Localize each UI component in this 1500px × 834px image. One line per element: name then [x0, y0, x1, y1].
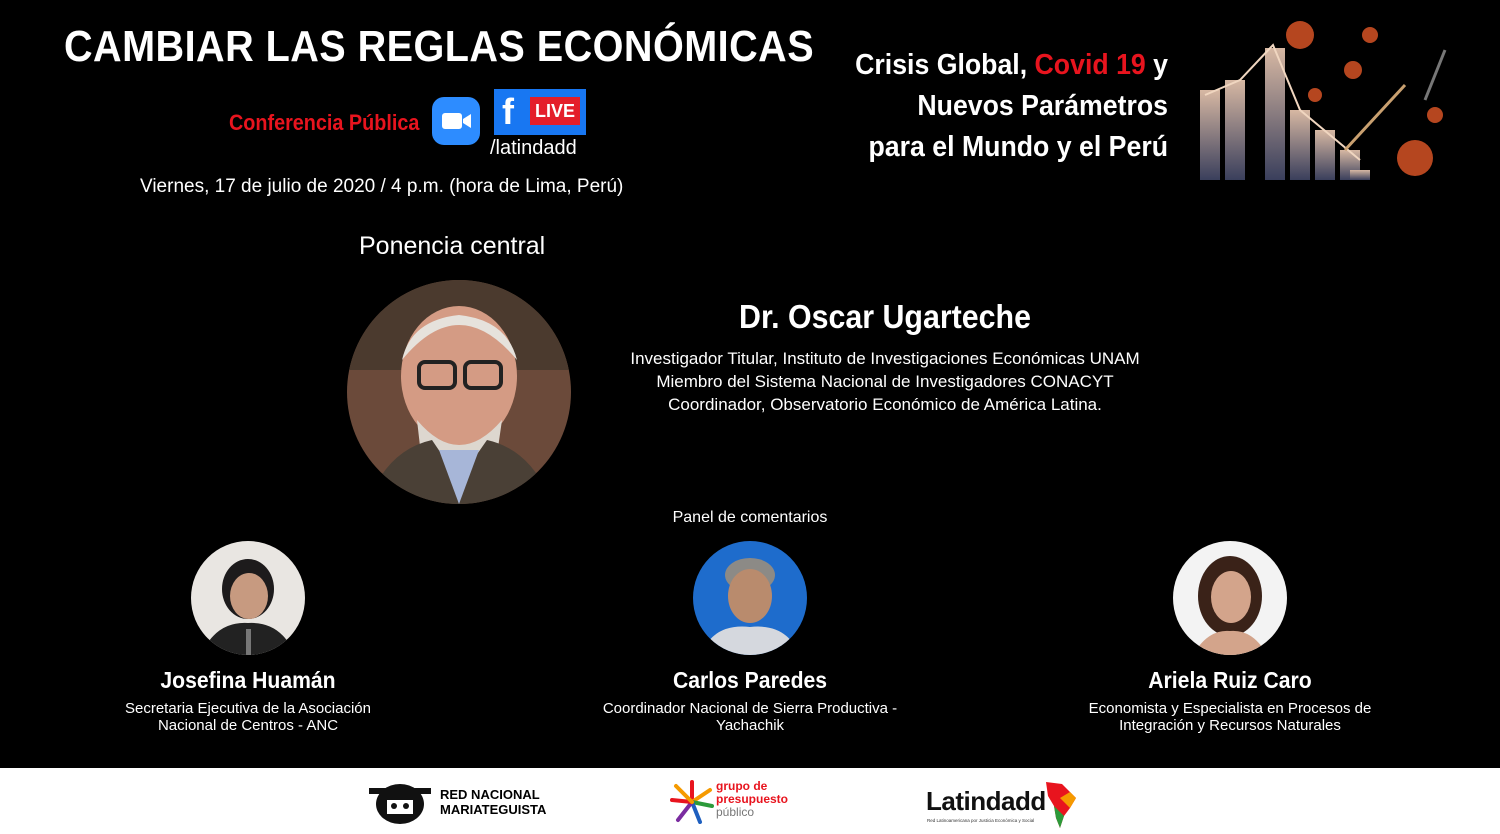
red-mariateguista-logo — [440, 787, 546, 817]
zoom-icon — [432, 97, 480, 145]
role-line: Yachachik — [715, 717, 785, 734]
subtitle-line-2: Nuevos Parámetros — [917, 90, 1168, 122]
keynote-label: Ponencia central — [359, 232, 546, 260]
conference-label: Conferencia Pública — [229, 110, 420, 135]
social-handle: /latindadd — [490, 137, 577, 159]
live-label: LIVE — [530, 97, 580, 125]
role-line: Coordinador Nacional de Sierra Productiva - — [602, 700, 898, 717]
grupo-presupuesto-logo — [670, 774, 798, 830]
latindadd-logo: Latindadd — [926, 786, 1046, 816]
role-line: Miembro del Sistema Nacional de Investigadores CONACYT — [656, 372, 1114, 391]
role-line: Coordinador, Observatorio Económico de América Latina. — [668, 395, 1102, 414]
logo-line: presupuesto — [716, 792, 789, 806]
subtitle-highlight: Covid 19 — [1034, 49, 1146, 81]
role-line: Economista y Especialista en Procesos de — [1088, 700, 1372, 717]
event-title: CAMBIAR LAS REGLAS ECONÓMICAS — [64, 22, 815, 71]
panelist-role — [68, 700, 428, 734]
footer-logos — [0, 768, 1500, 834]
panelist-card — [68, 541, 428, 734]
red-mariateguista-logo-icon — [365, 778, 435, 828]
keynote-speaker-name: Dr. Oscar Ugarteche — [739, 298, 1031, 335]
event-subtitle — [848, 45, 1168, 168]
keynote-speaker-roles — [560, 347, 1210, 416]
subtitle-line-3: para el Mundo y el Perú — [868, 131, 1168, 163]
subtitle-text: Crisis Global, — [855, 49, 1035, 81]
panelist-photo — [1173, 541, 1287, 655]
subtitle-text: y — [1145, 49, 1168, 81]
facebook-live-badge — [494, 89, 586, 135]
role-line: Secretaria Ejecutiva de la Asociación — [125, 700, 371, 717]
logo-line: MARIATEGUISTA — [440, 802, 547, 817]
subtitle-line-1 — [848, 45, 1168, 86]
panelist-role — [570, 700, 930, 734]
logo-line: público — [716, 805, 755, 819]
economic-decline-illustration — [1195, 10, 1460, 190]
panelist-photo — [191, 541, 305, 655]
panelist-name: Josefina Huamán — [160, 667, 336, 693]
panelist-card — [570, 541, 930, 734]
panelist-role — [1050, 700, 1410, 734]
logo-line: grupo de — [716, 779, 768, 793]
panelist-name: Ariela Ruiz Caro — [1148, 667, 1312, 693]
grupo-logo-text — [716, 780, 788, 819]
logo-line: RED NACIONAL — [440, 787, 540, 802]
latin-america-map-icon — [1040, 778, 1080, 830]
role-line: Integración y Recursos Naturales — [1119, 717, 1341, 734]
panelist-photo — [693, 541, 807, 655]
facebook-icon: f — [502, 91, 514, 132]
role-line: Investigador Titular, Instituto de Investigaciones Económicas UNAM — [630, 349, 1140, 368]
keynote-speaker-photo — [347, 280, 571, 504]
role-line: Nacional de Centros - ANC — [157, 717, 339, 734]
event-date: Viernes, 17 de julio de 2020 / 4 p.m. (hora de Lima, Perú) — [140, 176, 624, 197]
panelist-name: Carlos Paredes — [672, 667, 828, 693]
panel-label: Panel de comentarios — [672, 509, 828, 526]
latindadd-tagline: Red Latinoamericana por Justicia Económica y Social — [927, 818, 1035, 823]
starburst-icon — [670, 780, 714, 824]
panelist-card — [1050, 541, 1410, 734]
